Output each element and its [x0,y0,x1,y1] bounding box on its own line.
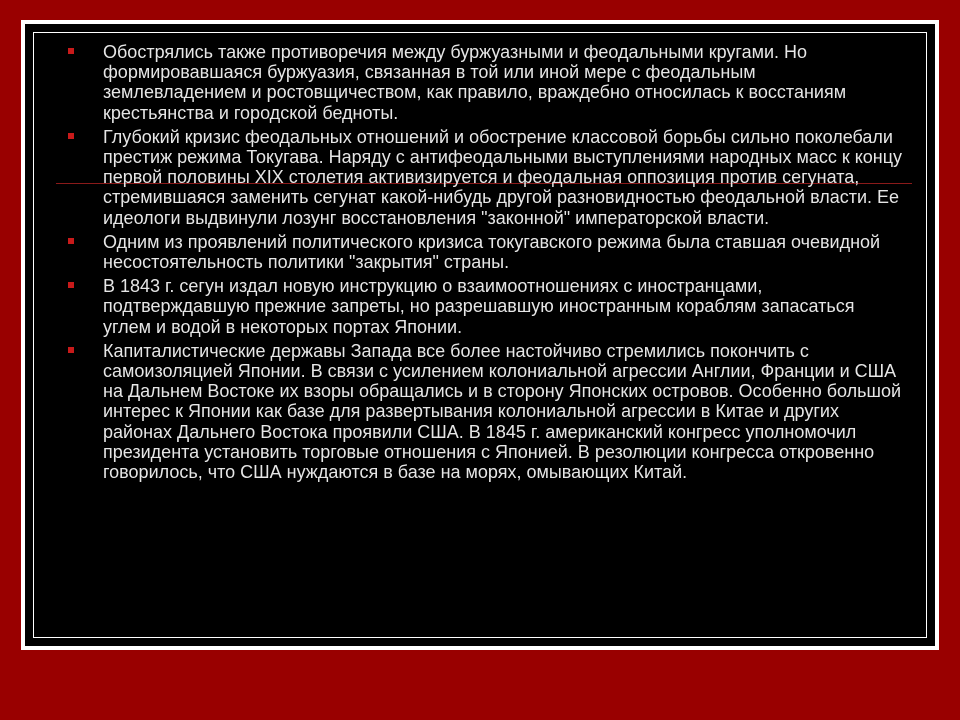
bullet-text: Одним из проявлений политического кризиса токугавского режима была ставшая очевидной несостоятельность политики "закрытия" страны. [103,231,881,273]
bullet-item [68,42,903,123]
square-bullet-icon [68,48,74,54]
square-bullet-icon [68,238,74,244]
bullet-item [68,276,903,337]
bullet-text: Капиталистические державы Запада все более настойчиво стремились покончить с самоизоляцией Японии. В связи с усилением колониальной агрессии Англии, Франции и США на Дальнем Востоке их взоры обращались и в сторону Японских островов. Особенно большой интерес к Японии как базе для развертывания колониальной агрессии в Китае и других районах Дальнего Востока проявили США. В 1845 г. американский конгресс уполномочил президента установить торговые отношения с Японией. В резолюции конгресса откровенно говорилось, что США нуждаются в базе на морях, омывающих Китай. [103,340,902,483]
bullet-text: Обострялись также противоречия между буржуазными и феодальными кругами. Но формировавшаяся буржуазия, связанная в той или иной мере с феодальным землевладением и ростовщичеством, как правило, враждебно относилась к восстаниям крестьянства и городской бедноты. [103,42,847,123]
square-bullet-icon [68,347,74,353]
bullet-text: Глубокий кризис феодальных отношений и обострение классовой борьбы сильно поколебали престиж режима Токугава. Наряду с антифеодальными выступлениями народных масс к концу первой половины XIX столетия активизируется и феодальная оппозиция против сегуната, стремившаяся заменить сегунат какой-нибудь другой разновидностью феодальной власти. Ее идеологи выдвинули лозунг восстановления "законной" императорской власти. [103,126,903,228]
square-bullet-icon [68,133,74,139]
square-bullet-icon [68,282,74,288]
bullet-item [68,341,903,482]
bullet-list [68,42,903,486]
bullet-item [68,232,903,272]
bullet-item [68,127,903,228]
bullet-text: В 1843 г. сегун издал новую инструкцию о взаимоотношениях с иностранцами, подтверждавшую прежние запреты, но разрешавшую иностранным кораблям запасаться углем и водой в некоторых портах Японии. [103,276,855,337]
